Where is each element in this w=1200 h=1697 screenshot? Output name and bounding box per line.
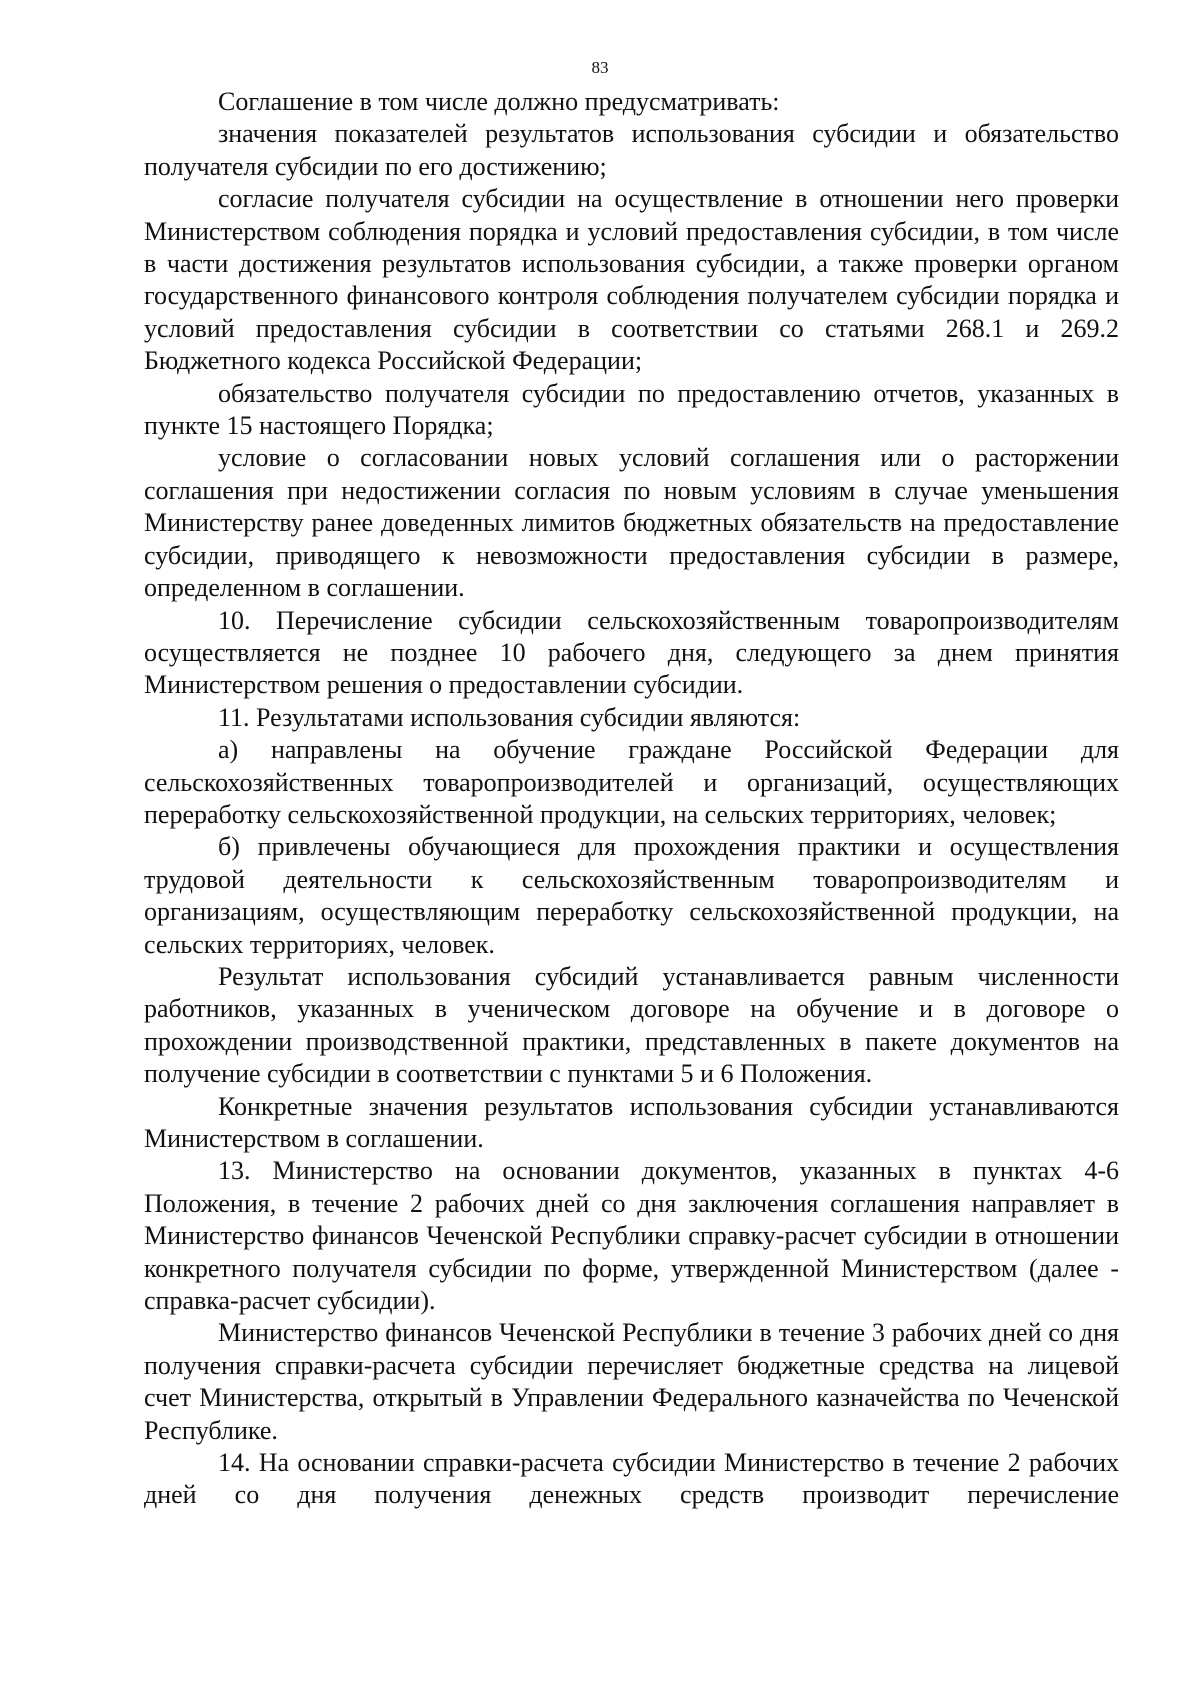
paragraph: 14. На основании справки-расчета субсидии Министерство в течение 2 рабочих дней со дня получения денежных средств производит перечисление [144, 1448, 1119, 1510]
document-body [144, 86, 1119, 1512]
paragraph: Соглашение в том числе должно предусматривать: [218, 87, 780, 116]
paragraph: условие о согласовании новых условий соглашения или о расторжении соглашения при недостижении согласия по новым условиям в случае уменьшения Министерству ранее доведенных лимитов бюджетных обязательств на предоставление субсидии, приводящего к невозможности предоставления субсидии в размере, определенном в соглашении. [144, 443, 1119, 603]
paragraph: б) привлечены обучающиеся для прохождения практики и осуществления трудовой деятельности к сельскохозяйственным товаропроизводителям и организациям, осуществляющим переработку сельскохозяйственной продукции, на сельских территориях, человек. [144, 832, 1119, 959]
paragraph: а) направлены на обучение граждане Российской Федерации для сельскохозяйственных товаропроизводителей и организаций, осуществляющих переработку сельскохозяйственной продукции, на сельских территориях, человек; [144, 735, 1119, 829]
paragraph: согласие получателя субсидии на осуществление в отношении него проверки Министерством соблюдения порядка и условий предоставления субсидии, в том числе в части достижения результатов использования субсидии, а также проверки органом государственного финансового контроля соблюдения получателем субсидии порядка и условий предоставления субсидии в соответствии со статьями 268.1 и 269.2 Бюджетного кодекса Российской Федерации; [144, 184, 1119, 376]
paragraph: Конкретные значения результатов использования субсидии устанавливаются Министерством в соглашении. [144, 1091, 1119, 1153]
paragraph: Результат использования субсидий устанавливается равным численности работников, указанных в ученическом договоре на обучение и в договоре о прохождении производственной практики, представленных в пакете документов на получение субсидии в соответствии с пунктами 5 и 6 Положения. [144, 961, 1119, 1089]
paragraph: 13. Министерство на основании документов, указанных в пунктах 4-6 Положения, в течение 2 рабочих дней со дня заключения соглашения направляет в Министерство финансов Чеченской Республики справку-расчет субсидии в отношении конкретного получателя субсидии по форме, утвержденной Министерством (далее - справка-расчет субсидии). [144, 1156, 1119, 1316]
paragraph: 11. Результатами использования субсидии являются: [218, 702, 801, 732]
page-number: 83 [591, 58, 609, 77]
paragraph: значения показателей результатов использования субсидии и обязательство получателя субсидии по его достижению; [144, 119, 1119, 181]
paragraph: Министерство финансов Чеченской Республики в течение 3 рабочих дней со дня получения справки-расчета субсидии перечисляет бюджетные средства на лицевой счет Министерства, открытый в Управлении Федерального казначейства по Чеченской Республике. [144, 1318, 1119, 1445]
paragraph: 10. Перечисление субсидии сельскохозяйственным товаропроизводителям осуществляется не позднее 10 рабочего дня, следующего за днем принятия Министерством решения о предоставлении субсидии. [144, 605, 1119, 700]
paragraph: обязательство получателя субсидии по предоставлению отчетов, указанных в пункте 15 настоящего Порядка; [144, 378, 1119, 441]
